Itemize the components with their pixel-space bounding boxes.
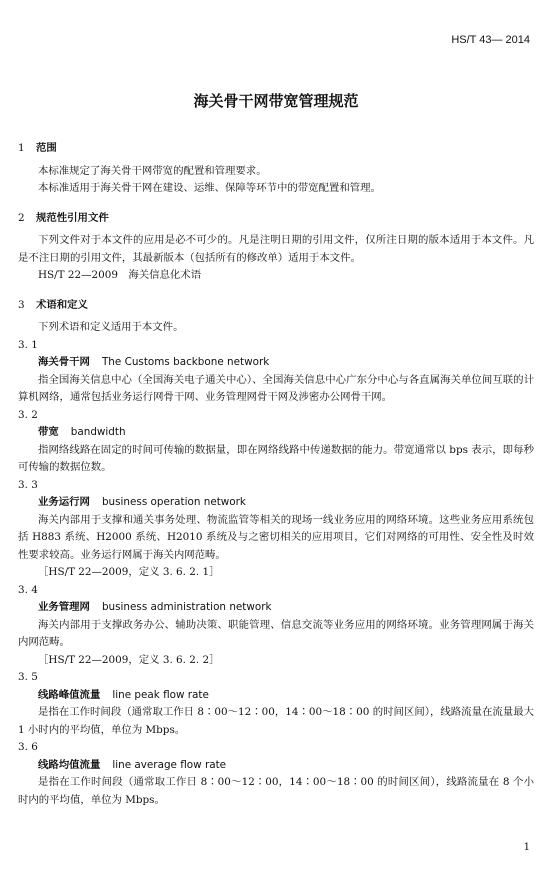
- section-number: 2: [18, 211, 25, 224]
- section-title: 术语和定义: [36, 298, 88, 311]
- term-number: 3. 1: [18, 338, 38, 351]
- section-number: 1: [18, 142, 25, 154]
- term-heading: [18, 354, 534, 372]
- term-zh: 业务管理网: [38, 601, 90, 613]
- term-en: line peak flow rate: [112, 688, 209, 701]
- term-en: bandwidth: [70, 426, 126, 438]
- term-number: 3. 3: [18, 478, 38, 491]
- term-heading: [18, 757, 534, 775]
- term-definition: 海关内部用于支撑和通关事务处理、物流监管等相关的现场一线业务应用的网络环境。这些业务应用系统包括 H883 系统、H2000 系统、H2010 系统及与之密切相关的应用项目，它们对网络的可用性、安全性及时效性要求较高。业务运行网属于海关内网范畴。: [18, 513, 534, 561]
- term-definition: 指网络线路在固定的时间可传输的数据量，即在网络线路中传递数据的能力。带宽通常以 bps 表示，即每秒可传输的数据位数。: [18, 443, 534, 473]
- term-number: 3. 6: [18, 741, 38, 753]
- term-citation: ［HS/T 22—2009，定义 3. 6. 2. 1］: [38, 566, 220, 578]
- term-zh: 海关骨干网: [38, 356, 90, 368]
- term-definition: 是指在工作时间段（通常取工作日 8∶00～12∶00，14∶00～18∶00 的时间区间），线路流量在流量最大 1 小时内的平均值，单位为 Mbps。: [18, 706, 534, 736]
- section-heading-normative-references: [18, 210, 534, 228]
- term-definition: 海关内部用于支撑政务办公、辅助决策、职能管理、信息交流等业务应用的网络环境。业务管理网属于海关内网范畴。: [18, 618, 534, 648]
- term-zh: 业务运行网: [38, 496, 90, 508]
- term-zh: 带宽: [38, 426, 59, 438]
- term-zh: 线路均值流量: [38, 758, 101, 771]
- section-title: 规范性引用文件: [36, 211, 109, 224]
- section-number: 3: [18, 298, 25, 311]
- term-heading: [18, 687, 534, 705]
- paragraph: 下列文件对于本文件的应用是必不可少的。凡是注明日期的引用文件，仅所注日期的版本适用于本文件。凡是不注日期的引用文件，其最新版本（包括所有的修改单）适用于本文件。: [18, 234, 534, 264]
- term-heading: [18, 494, 534, 512]
- reference-item: HS/T 22—2009 海关信息化术语: [38, 269, 202, 281]
- term-en: line average flow rate: [112, 758, 227, 771]
- section-heading-terms: [18, 297, 534, 315]
- term-citation: ［HS/T 22—2009，定义 3. 6. 2. 2］: [38, 653, 220, 666]
- document-body: [18, 140, 534, 809]
- term-heading: [18, 424, 534, 442]
- term-en: business administration network: [101, 601, 272, 613]
- term-definition: 是指在工作时间段（通常取工作日 8∶00～12∶00，14∶00～18∶00 的时间区间），线路流量在 8 个小时内的平均值，单位为 Mbps。: [18, 776, 534, 806]
- term-en: business operation network: [101, 496, 246, 508]
- section-title: 范围: [36, 142, 57, 154]
- standard-code: HS/T 43— 2014: [451, 34, 530, 46]
- term-number: 3. 2: [18, 408, 38, 421]
- term-heading: [18, 599, 534, 617]
- document-title: 海关骨干网带宽管理规范: [193, 92, 359, 110]
- term-number: 3. 5: [18, 671, 38, 683]
- paragraph: 本标准适用于海关骨干网在建设、运维、保障等环节中的带宽配置和管理。: [38, 182, 381, 194]
- term-number: 3. 4: [18, 583, 38, 596]
- paragraph: 下列术语和定义适用于本文件。: [38, 321, 184, 333]
- term-zh: 线路峰值流量: [38, 688, 101, 701]
- section-heading-scope: [18, 140, 534, 158]
- term-definition: 指全国海关信息中心（全国海关电子通关中心）、全国海关信息中心广东分中心与各直属海关单位间互联的计算机网络，通常包括业务运行网骨干网、业务管理网骨干网及涉密办公网骨干网。: [18, 373, 534, 403]
- page-number: 1: [523, 842, 530, 853]
- paragraph: 本标准规定了海关骨干网带宽的配置和管理要求。: [38, 164, 267, 177]
- term-en: The Customs backbone network: [101, 356, 270, 368]
